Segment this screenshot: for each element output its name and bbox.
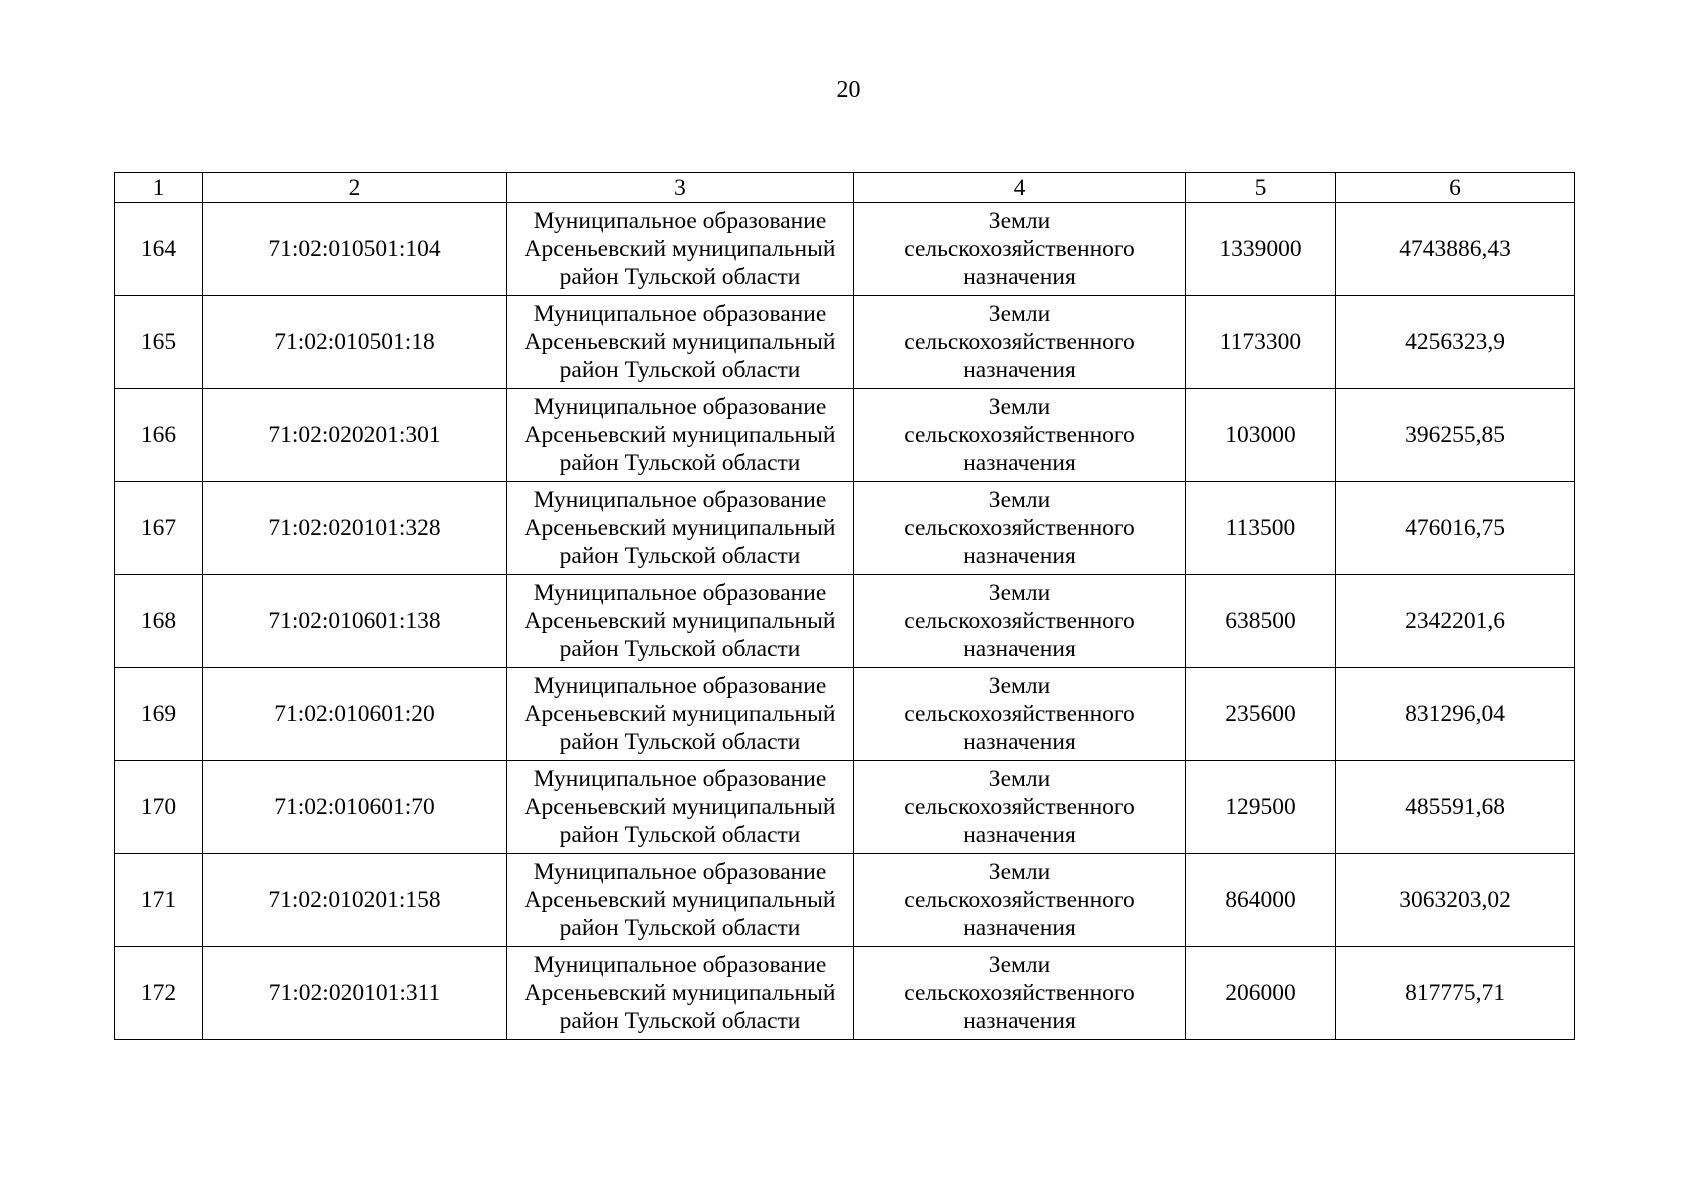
row-number-cell: 170 [115, 761, 203, 854]
land-category-cell-line: Земли [988, 952, 1051, 978]
owner-cell-line: район Тульской области [559, 729, 801, 755]
owner-cell [507, 947, 854, 1040]
land-category-cell-line: Земли [988, 208, 1051, 234]
land-category-cell-line: сельскохозяйственного [904, 329, 1135, 355]
land-category-cell-line: сельскохозяйственного [904, 515, 1135, 541]
land-category-cell-line: назначения [963, 1008, 1076, 1034]
owner-cell [507, 482, 854, 575]
owner-cell-line: район Тульской области [559, 357, 801, 383]
row-number-cell: 164 [115, 203, 203, 296]
land-category-cell-line: назначения [963, 729, 1076, 755]
owner-cell-line: Арсеньевский муниципальный [524, 794, 836, 820]
value-cell: 817775,71 [1336, 947, 1575, 1040]
land-category-cell [854, 203, 1186, 296]
land-category-cell-line: сельскохозяйственного [904, 236, 1135, 262]
table-body [115, 173, 1575, 1040]
row-number-cell: 172 [115, 947, 203, 1040]
land-category-cell [854, 296, 1186, 389]
value-cell: 4256323,9 [1336, 296, 1575, 389]
owner-cell-line: Арсеньевский муниципальный [524, 608, 836, 634]
cadastral-number-cell: 71:02:010601:70 [203, 761, 507, 854]
land-category-cell-line: назначения [963, 543, 1076, 569]
row-number-cell: 165 [115, 296, 203, 389]
owner-cell-line: Арсеньевский муниципальный [524, 887, 836, 913]
cadastral-number-cell: 71:02:020101:311 [203, 947, 507, 1040]
land-category-cell-line: назначения [963, 915, 1076, 941]
land-category-cell-line: назначения [963, 636, 1076, 662]
area-cell: 1173300 [1186, 296, 1336, 389]
table-row [115, 389, 1575, 482]
column-number: 4 [854, 173, 1186, 203]
value-cell: 485591,68 [1336, 761, 1575, 854]
land-category-cell-line: сельскохозяйственного [904, 608, 1135, 634]
column-number: 6 [1336, 173, 1575, 203]
owner-cell-line: Муниципальное образование [533, 394, 827, 420]
land-category-cell-line: сельскохозяйственного [904, 701, 1135, 727]
owner-cell-line: Муниципальное образование [533, 766, 827, 792]
owner-cell [507, 854, 854, 947]
area-cell: 864000 [1186, 854, 1336, 947]
value-cell: 476016,75 [1336, 482, 1575, 575]
row-number-cell: 166 [115, 389, 203, 482]
land-category-cell-line: Земли [988, 487, 1051, 513]
table-row [115, 482, 1575, 575]
owner-cell-line: Муниципальное образование [533, 301, 827, 327]
land-category-cell-line: Земли [988, 673, 1051, 699]
land-category-cell-line: Земли [988, 766, 1051, 792]
owner-cell-line: Арсеньевский муниципальный [524, 515, 836, 541]
area-cell: 235600 [1186, 668, 1336, 761]
cadastral-number-cell: 71:02:010501:18 [203, 296, 507, 389]
value-cell: 4743886,43 [1336, 203, 1575, 296]
land-category-cell-line: Земли [988, 859, 1051, 885]
owner-cell-line: Муниципальное образование [533, 673, 827, 699]
area-cell: 113500 [1186, 482, 1336, 575]
value-cell: 3063203,02 [1336, 854, 1575, 947]
table-row [115, 203, 1575, 296]
row-number-cell: 169 [115, 668, 203, 761]
owner-cell-line: Арсеньевский муниципальный [524, 422, 836, 448]
owner-cell-line: Муниципальное образование [533, 580, 827, 606]
land-category-cell-line: сельскохозяйственного [904, 887, 1135, 913]
table-row [115, 668, 1575, 761]
land-category-cell-line: сельскохозяйственного [904, 422, 1135, 448]
value-cell: 831296,04 [1336, 668, 1575, 761]
land-category-cell [854, 761, 1186, 854]
owner-cell-line: район Тульской области [559, 915, 801, 941]
land-category-cell-line: назначения [963, 450, 1076, 476]
land-category-cell [854, 854, 1186, 947]
owner-cell [507, 761, 854, 854]
land-category-cell [854, 575, 1186, 668]
area-cell: 1339000 [1186, 203, 1336, 296]
value-cell: 2342201,6 [1336, 575, 1575, 668]
owner-cell-line: район Тульской области [559, 543, 801, 569]
owner-cell [507, 296, 854, 389]
area-cell: 206000 [1186, 947, 1336, 1040]
column-number: 5 [1186, 173, 1336, 203]
column-number: 2 [203, 173, 507, 203]
land-category-cell-line: Земли [988, 394, 1051, 420]
row-number-cell: 171 [115, 854, 203, 947]
area-cell: 103000 [1186, 389, 1336, 482]
land-category-cell-line: назначения [963, 357, 1076, 383]
owner-cell-line: Муниципальное образование [533, 208, 827, 234]
cadastral-number-cell: 71:02:020201:301 [203, 389, 507, 482]
table-row [115, 296, 1575, 389]
table-row [115, 575, 1575, 668]
owner-cell-line: Арсеньевский муниципальный [524, 329, 836, 355]
land-category-cell-line: Земли [988, 301, 1051, 327]
owner-cell [507, 575, 854, 668]
table-row [115, 854, 1575, 947]
column-number: 3 [507, 173, 854, 203]
owner-cell-line: Муниципальное образование [533, 859, 827, 885]
table-row [115, 761, 1575, 854]
owner-cell-line: район Тульской области [559, 822, 801, 848]
land-category-cell [854, 668, 1186, 761]
owner-cell-line: район Тульской области [559, 1008, 801, 1034]
column-number-row [115, 173, 1575, 203]
owner-cell-line: Муниципальное образование [533, 487, 827, 513]
owner-cell-line: Арсеньевский муниципальный [524, 236, 836, 262]
cadastral-number-cell: 71:02:010501:104 [203, 203, 507, 296]
owner-cell-line: район Тульской области [559, 636, 801, 662]
land-category-cell-line: сельскохозяйственного [904, 794, 1135, 820]
land-category-cell-line: назначения [963, 822, 1076, 848]
owner-cell-line: Муниципальное образование [533, 952, 827, 978]
column-number: 1 [115, 173, 203, 203]
area-cell: 129500 [1186, 761, 1336, 854]
table-row [115, 947, 1575, 1040]
value-cell: 396255,85 [1336, 389, 1575, 482]
row-number-cell: 167 [115, 482, 203, 575]
row-number-cell: 168 [115, 575, 203, 668]
owner-cell-line: район Тульской области [559, 450, 801, 476]
land-category-cell-line: Земли [988, 580, 1051, 606]
owner-cell [507, 203, 854, 296]
owner-cell [507, 668, 854, 761]
area-cell: 638500 [1186, 575, 1336, 668]
land-plots-table [114, 172, 1575, 1040]
owner-cell-line: район Тульской области [559, 264, 801, 290]
cadastral-number-cell: 71:02:010201:158 [203, 854, 507, 947]
cadastral-number-cell: 71:02:010601:138 [203, 575, 507, 668]
owner-cell-line: Арсеньевский муниципальный [524, 980, 836, 1006]
owner-cell [507, 389, 854, 482]
land-category-cell [854, 482, 1186, 575]
cadastral-number-cell: 71:02:020101:328 [203, 482, 507, 575]
cadastral-number-cell: 71:02:010601:20 [203, 668, 507, 761]
page-number: 20 [836, 77, 861, 103]
land-category-cell-line: назначения [963, 264, 1076, 290]
owner-cell-line: Арсеньевский муниципальный [524, 701, 836, 727]
land-category-cell [854, 389, 1186, 482]
land-category-cell [854, 947, 1186, 1040]
land-category-cell-line: сельскохозяйственного [904, 980, 1135, 1006]
